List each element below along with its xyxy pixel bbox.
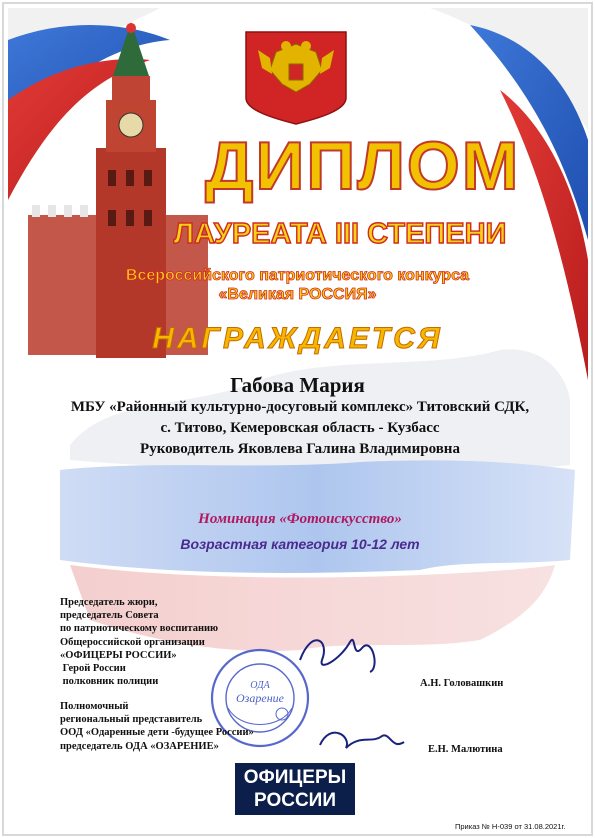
signatory-second-line: председатель ОДА «ОЗАРЕНИЕ» [60, 740, 219, 752]
age-category: Возрастная категория 10-12 лет [180, 536, 420, 552]
signatory-second-block [60, 700, 320, 753]
recipient-name: Габова Мария [230, 373, 365, 397]
signatory-first-line: Председатель жюри, [60, 597, 158, 608]
stamp-text [220, 680, 300, 704]
signatory-second-line: ООД «Одаренные дети -будущее России» [60, 727, 254, 739]
contest-line-1: Всероссийского патриотического конкурса [125, 267, 470, 284]
coat-of-arms-icon [246, 32, 346, 124]
contest-name [60, 266, 535, 304]
stamp-center-top: ОДА [250, 680, 270, 691]
signatory-first-line: по патриотическому воспитанию [60, 623, 219, 635]
org-line-1: МБУ «Районный культурно-досуговый комплекс» Титовский СДК, [70, 399, 530, 415]
signatory-first-line: «ОФИЦЕРЫ РОССИИ» [60, 649, 177, 661]
logo-line-1: ОФИЦЕРЫ [243, 767, 347, 788]
diploma-degree: ЛАУРЕАТА III СТЕПЕНИ [173, 218, 507, 250]
awarded-heading: НАГРАЖДАЕТСЯ [152, 322, 443, 355]
signature-second [320, 733, 404, 748]
signatory-second-line: региональный представитель [60, 714, 203, 726]
order-number: Приказ № Н-039 от 31.08.2021г. [455, 822, 566, 831]
contest-line-2: «Великая РОССИЯ» [218, 286, 377, 303]
signatory-first-line: Герой России [60, 663, 126, 675]
signatory-first-line: Общероссийской организации [60, 636, 205, 648]
org-line-2: с. Титово, Кемеровская область - Кузбасс [160, 420, 440, 436]
signatory-first-line: председатель Совета [60, 610, 159, 622]
logo-line-2: РОССИИ [254, 790, 336, 811]
signatory-first-line: полковник полиции [60, 676, 159, 688]
signatory-first-block [60, 596, 300, 688]
nomination: Номинация «Фотоискусство» [198, 511, 402, 527]
officers-russia-logo [235, 763, 355, 815]
signer-second-name: Е.Н. Малютина [428, 744, 503, 755]
stamp-center-main: Озарение [236, 691, 284, 705]
diploma-title: ДИПЛОМ [205, 128, 521, 204]
signatory-second-line: Полномочный [60, 701, 129, 712]
signer-first-name: А.Н. Головашкин [420, 678, 504, 689]
supervisor-line: Руководитель Яковлева Галина Владимировна [140, 441, 460, 457]
recipient-organization [40, 397, 560, 460]
